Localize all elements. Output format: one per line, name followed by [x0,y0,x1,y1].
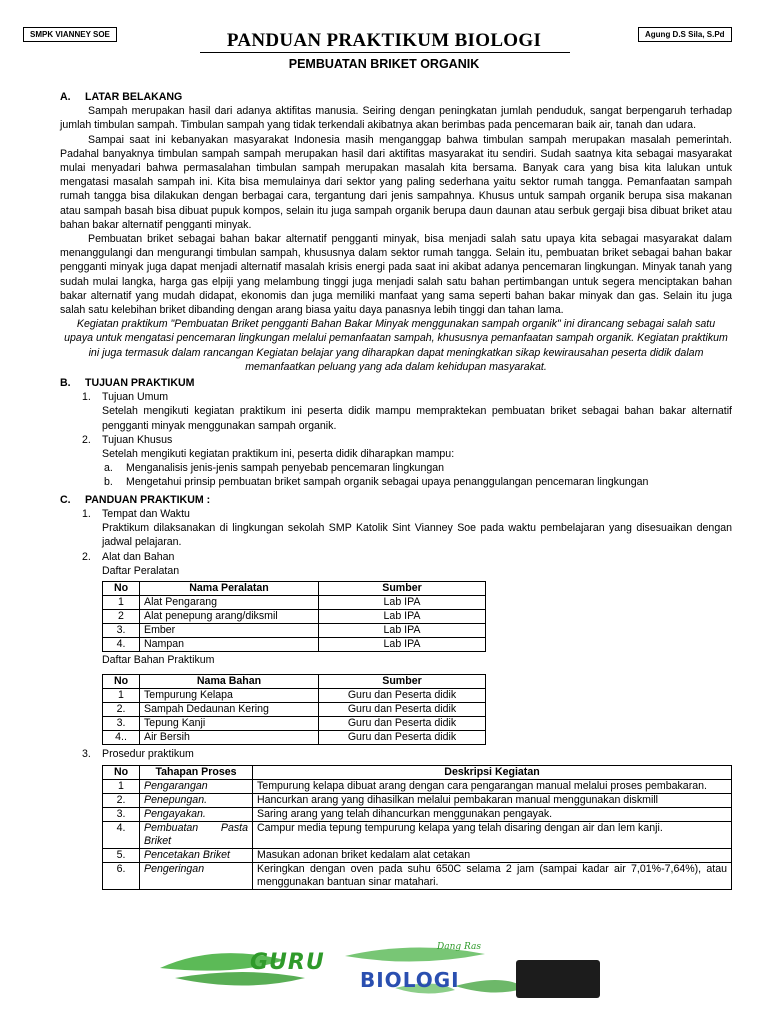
table-cell: Guru dan Peserta didik [319,689,486,703]
table-row [103,703,486,717]
section-b-heading [60,376,732,390]
table-cell: Nampan [140,637,319,651]
table-cell: Pengayakan. [140,808,253,822]
item-title: Tujuan Khusus [102,433,173,446]
item-number: 3. [82,748,91,761]
table-cell: Saring arang yang telah dihancurkan menggunakan pengayak. [253,808,732,822]
table-cell: Pencetakan Briket [140,849,253,863]
table-cell: 6. [103,863,140,890]
table-row [103,637,486,651]
sub-item-label: a. [104,462,113,475]
table-cell: Pembuatan Pasta Briket [140,822,253,849]
materials-table [102,674,486,745]
section-a-heading [60,90,732,104]
table-row [103,717,486,731]
table-cell: 4.. [103,731,140,745]
table-row [103,623,486,637]
table-row [103,609,486,623]
table-cell: 4. [103,822,140,849]
table-cell: Tepung Kanji [140,717,319,731]
table-cell: Pengarangan [140,780,253,794]
table-cell: Tempurung Kelapa [140,689,319,703]
table-row [103,863,732,890]
table-header: Tahapan Proses [140,766,253,780]
table-cell: Penepungan. [140,794,253,808]
section-a-letter: A. [60,91,71,103]
item-title: Tujuan Umum [102,391,169,404]
section-b-letter: B. [60,377,71,390]
document-body [60,89,732,890]
table-cell: 4. [103,637,140,651]
table-row [103,689,486,703]
item-number: 1. [82,391,91,404]
table-cell: 1 [103,689,140,703]
sub-item [60,475,732,489]
list-item [60,550,732,564]
list-item [60,390,732,404]
paragraph: Sampah merupakan hasil dari adanya aktifitas manusia. Seiring dengan peningkatan jumlah penduduk, sangat berpengaruh terhadap jumlah timbulan sampah. Timbulan sampah yang tidak terkendali akibatnya akan berimbas pada pencemaran baik air, tanah dan udara. [60,105,732,132]
table-cell: Pengeringan [140,863,253,890]
table-cell: 3. [103,717,140,731]
procedure-table [102,765,732,890]
table-cell: Tempurung kelapa dibuat arang dengan cara pengarangan manual melalui proses pembakaran. [253,780,732,794]
table-cell: 5. [103,849,140,863]
item-title: Tempat dan Waktu [102,507,190,520]
table-cell: Guru dan Peserta didik [319,731,486,745]
table-cell: 3. [103,623,140,637]
item-text: Setelah mengikuti kegiatan praktikum ini, peserta didik diharapkan mampu: [102,448,455,461]
sub-item-text: Menganalisis jenis-jenis sampah penyebab pencemaran lingkungan [126,462,445,475]
table-cell: Ember [140,623,319,637]
school-label: SMPK VIANNEY SOE [23,27,117,42]
italic-paragraph: Kegiatan praktikum "Pembuatan Briket pengganti Bahan Bakar Minyak menggunakan sampah organik" ini dirancang sebagai salah satu upaya untuk mengatasi pencemaran lingkungan melalui pemanfaatan sampah, khususnya pemanfaatan sampah organik. Kegiatan praktikum ini juga termasuk dalam rancangan Kegiatan belajar yang diharapkan dapat meningkatkan sikap kewirausahan peserta didik dalam memanfaatkan peluang yang ada dalam kehidupan masyarakat. [64,318,728,373]
sub-item-label: b. [104,476,113,489]
author-label: Agung D.S Sila, S.Pd [638,27,732,42]
page-subtitle: PEMBUATAN BRIKET ORGANIK [288,57,480,71]
logo-dark-block [516,960,600,998]
table-cell: 2. [103,703,140,717]
table-row [103,794,732,808]
table-cell: 1 [103,780,140,794]
item-number: 2. [82,433,91,446]
table-header: No [103,766,140,780]
table-header-row [103,766,732,780]
section-c-title: PANDUAN PRAKTIKUM : [85,493,211,506]
table-cell: Lab IPA [319,595,486,609]
table-cell: Masukan adonan briket kedalam alat cetakan [253,849,732,863]
table-cell: Air Bersih [140,731,319,745]
list-item [60,747,732,761]
table-row [103,822,732,849]
list-item [60,507,732,521]
table-row [103,808,732,822]
section-c-letter: C. [60,493,71,506]
item-title: Prosedur praktikum [102,748,194,761]
section-a-title: LATAR BELAKANG [85,91,183,103]
table-header: Deskripsi Kegiatan [253,766,732,780]
table-cell: Guru dan Peserta didik [319,717,486,731]
table-cell: Lab IPA [319,609,486,623]
paragraph: Pembuatan briket sebagai bahan bakar alternatif pengganti minyak, bisa menjadi salah satu upaya kita sebagai masyarakat dalam menanggulangi dan mengurangi timbulan sampah, khususnya dalam sektor rumah tangga. Selain itu, pembuatan briket sebagai bahan bakar pengganti minyak juga dapat menjadi alternatif masalah krisis energi pada saat ini akibat adanya pencemaran lingkungan. Minyak tanah yang sudah mulai langka, harga gas elpiji yang melambung tinggi juga menjadi salah satu bahan pertimbangan untuk segera menciptakan bahan bakar alternatif yang mudah didapat, ekonomis dan juga memiliki manfaat yang sama seperti bahan bakar minyak dan gas. Selain itu juga salah satu kelebihan briket dibanding dengan arang biasa yaitu daya panasnya lebih tinggi dan tahan lama. [60,233,732,317]
table-cell: 2. [103,794,140,808]
table-cell: 3. [103,808,140,822]
table-cell: 1 [103,595,140,609]
table-cell: Hancurkan arang yang dihasilkan melalui pembakaran manual menggunakan diskmill [253,794,732,808]
table-row [103,849,732,863]
logo-word-guru: GURU [250,950,325,975]
table-header: No [103,675,140,689]
table-header: Sumber [319,581,486,595]
table-row [103,595,486,609]
sub-item-text: Mengetahui prinsip pembuatan briket sampah organik sebagai upaya penanggulangan pencemaran lingkungan [126,476,649,489]
table-header: Sumber [319,675,486,689]
table-cell: Campur media tepung tempurung kelapa yang telah disaring dengan air dan lem kanji. [253,822,732,849]
table-cell: Lab IPA [319,637,486,651]
list-item [60,433,732,447]
paragraph: Sampai saat ini kebanyakan masyarakat Indonesia masih menganggap bahwa timbulan sampah merupakan masalah pemerintah. Padahal banyaknya timbulan sampah sampah merupakan hasil dari aktifitas masyarakat itu sendiri. Sudah saatnya kita sebagai masyarakat mulai menyadari bahwa permasalahan timbulan sampah merupakan masalah kita bersama. Banyak cara yang bisa kita lalukan untuk mengatasi masalah sampah ini. Kita bisa memulainya dari sektor yang paling sederhana yaitu sektor rumah tangga. Pemanfaatan sampah rumah tangga bisa dilakukan dengan berbagai cara, tergantung dari jenis sampahnya. Khusus untuk sampah organik berupa sisa makanan atau sampah basah bisa dibuat pupuk kompos, selain itu juga sampah organik berupa daun daunan atau serbuk gergaji bisa dibuat briket atau bahan bakar alternatif pengganti minyak. [60,133,732,231]
table-header: Nama Bahan [140,675,319,689]
table-cell: Sampah Dedaunan Kering [140,703,319,717]
table-header: Nama Peralatan [140,581,319,595]
table-cell: Lab IPA [319,623,486,637]
item-title: Alat dan Bahan [102,550,175,563]
logo-word-biologi: BIOLOGI [360,968,460,992]
table-cell: Keringkan dengan oven pada suhu 650C selama 2 jam (sampai kadar air 7,01%-7,64%), atau menggunakan bantuan sinar matahari. [253,863,732,890]
logo-signature: Dang Ras [437,942,481,952]
alat-table-label: Daftar Peralatan [102,564,180,577]
table-header-row [103,581,486,595]
item-number: 2. [82,550,91,563]
equipment-table [102,581,486,652]
item-text: Praktikum dilaksanakan di lingkungan sekolah SMP Katolik Sint Vianney Soe pada waktu pembelajaran yang disesuaikan dengan jadwal pelajaran. [102,522,732,549]
sub-item [60,461,732,475]
item-text: Setelah mengikuti kegiatan praktikum ini peserta didik mampu mempraktekan pembuatan briket sebagai bahan bakar alternatif pengganti minyak menggunakan sampah organik. [102,405,732,432]
bahan-table-label: Daftar Bahan Praktikum [102,653,215,666]
section-c-heading [60,493,732,507]
title-underline [200,52,570,53]
table-cell: Guru dan Peserta didik [319,703,486,717]
page-title: PANDUAN PRAKTIKUM BIOLOGI [226,30,542,51]
table-header-row [103,675,486,689]
section-b-title: TUJUAN PRAKTIKUM [85,377,195,390]
table-cell: 2 [103,609,140,623]
table-row [103,731,486,745]
table-cell: Alat penepung arang/diksmil [140,609,319,623]
item-number: 1. [82,507,91,520]
table-row [103,780,732,794]
table-header: No [103,581,140,595]
table-cell: Alat Pengarang [140,595,319,609]
